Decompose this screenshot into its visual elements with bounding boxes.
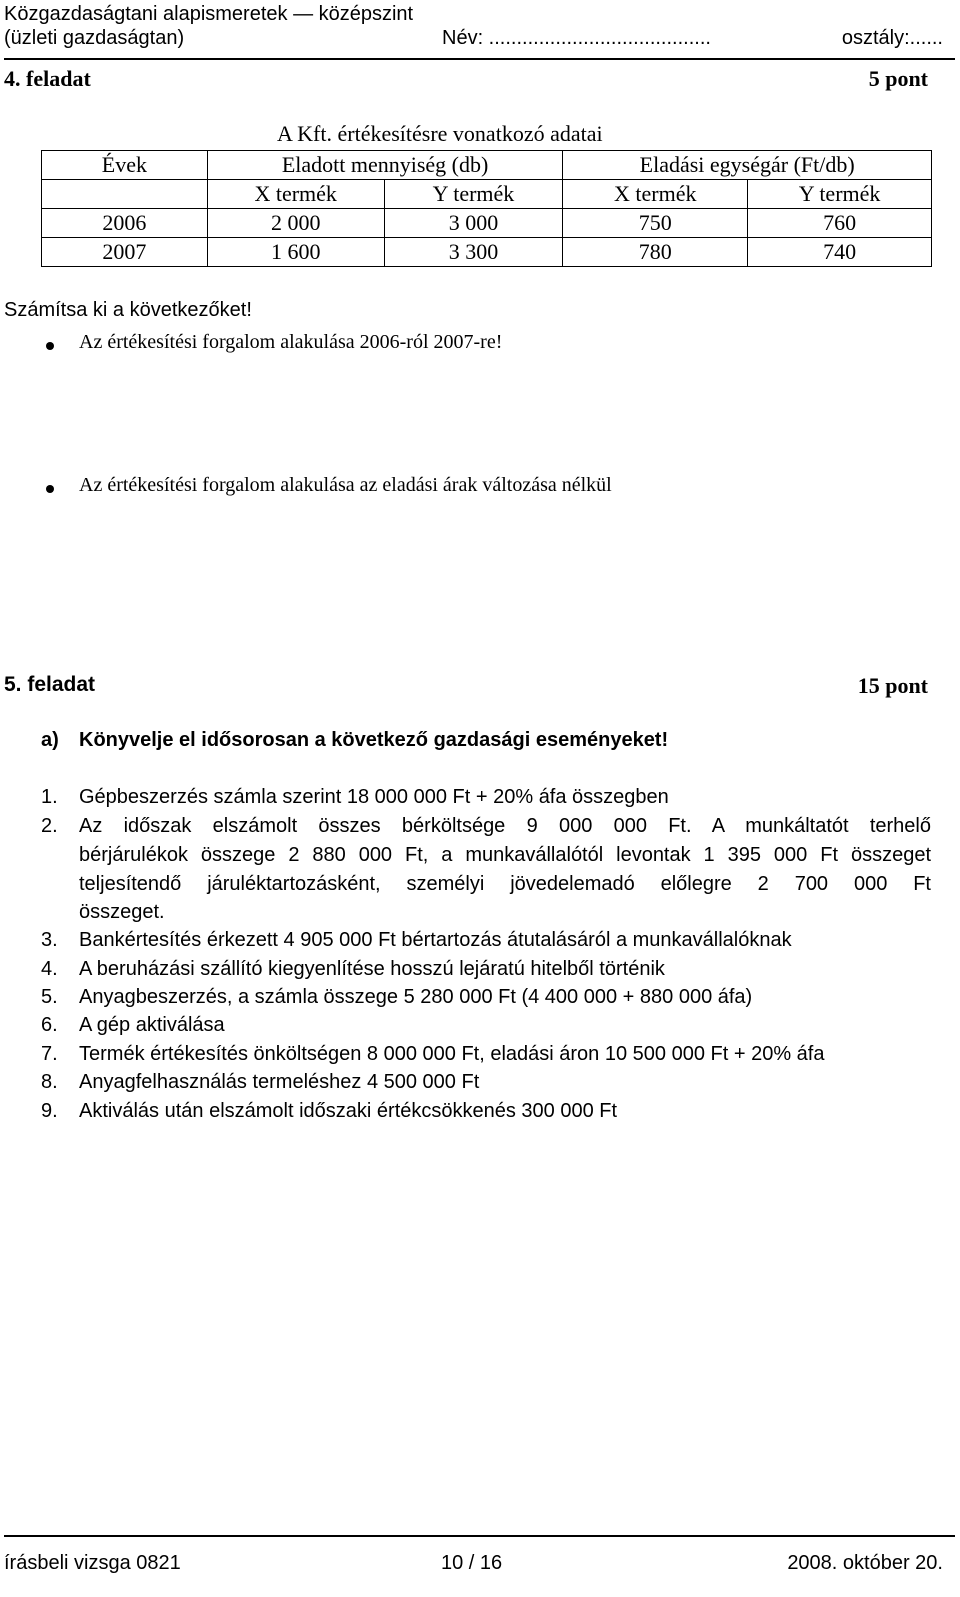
table-cell: 780 [563, 238, 748, 267]
table-cell-empty [42, 180, 208, 209]
item-number: 4. [41, 958, 58, 980]
table-cell: 2 000 [207, 209, 384, 238]
item-number: 3. [41, 929, 58, 951]
header-subject: Közgazdaságtani alapismeretek — középszint [4, 3, 414, 25]
item-number: 6. [41, 1014, 58, 1036]
class-field: osztály:...... [841, 27, 943, 49]
table-cell: 2007 [42, 238, 208, 267]
list-item: Termék értékesítés önköltségen 8 000 000 Ft, eladási áron 10 500 000 Ft + 20% áfa [79, 1043, 825, 1065]
task4-bullet-2: Az értékesítési forgalom alakulása az eladási árak változása nélkül [79, 474, 612, 496]
task4-points: 5 pont [868, 66, 928, 91]
list-item: Bankértesítés érkezett 4 905 000 Ft bértartozás átutalásáról a munkavállalóknak [79, 929, 792, 951]
item-number: 7. [41, 1043, 58, 1065]
list-item-line: teljesítendő járuléktartozásként, személyi jövedelemadó előlegre 2 700 000 Ft [79, 873, 931, 895]
header-subject-detail: (üzleti gazdaságtan) [4, 27, 185, 49]
subtask-label: a) [41, 729, 59, 751]
item-number: 8. [41, 1071, 58, 1093]
table-cell: 2006 [42, 209, 208, 238]
task5-title: 5. feladat [4, 673, 96, 696]
table-cell: 740 [748, 238, 932, 267]
sales-table [41, 150, 932, 267]
list-item: Az időszak elszámolt összes bérköltsége 9 000 000 Ft. A munkáltatót terhelő [79, 815, 931, 837]
list-item: A gép aktiválása [79, 1014, 225, 1036]
table-subheader: X termék [207, 180, 384, 209]
list-item: Aktiválás után elszámolt időszaki értékcsökkenés 300 000 Ft [79, 1100, 618, 1122]
footer-page-number: 10 / 16 [441, 1552, 503, 1574]
bullet-icon [46, 485, 54, 493]
bullet-icon [46, 342, 54, 350]
table-subheader-row [42, 180, 932, 209]
table-header-years: Évek [42, 151, 208, 180]
list-item-line: bérjárulékok összege 2 880 000 Ft, a munkavállalótól levontak 1 395 000 Ft összeget [79, 844, 931, 866]
table-subheader: Y termék [384, 180, 563, 209]
task4-title: 4. feladat [4, 66, 91, 91]
footer-date: 2008. október 20. [787, 1552, 943, 1574]
list-item: Gépbeszerzés számla szerint 18 000 000 Ft + 20% áfa összegben [79, 786, 669, 808]
footer-rule [4, 1535, 955, 1537]
task4-instruction: Számítsa ki a következőket! [4, 299, 252, 321]
item-number: 2. [41, 815, 58, 837]
table-row [42, 238, 932, 267]
list-item-line: összeget. [79, 901, 165, 923]
item-number: 9. [41, 1100, 58, 1122]
task5-points: 15 pont [857, 673, 928, 698]
table-cell: 1 600 [207, 238, 384, 267]
item-number: 1. [41, 786, 58, 808]
table-cell: 3 000 [384, 209, 563, 238]
table-header-row [42, 151, 932, 180]
table-row [42, 209, 932, 238]
item-number: 5. [41, 986, 58, 1008]
table-cell: 760 [748, 209, 932, 238]
subtask-text: Könyvelje el idősorosan a következő gazdasági eseményeket! [79, 729, 669, 751]
table-header-price: Eladási egységár (Ft/db) [563, 151, 932, 180]
header-rule [4, 58, 955, 60]
list-item: A beruházási szállító kiegyenlítése hosszú lejáratú hitelből történik [79, 958, 665, 980]
table-caption: A Kft. értékesítésre vonatkozó adatai [277, 121, 603, 146]
name-field: Név: ........................................ [442, 27, 711, 49]
table-cell: 750 [563, 209, 748, 238]
task4-bullet-1: Az értékesítési forgalom alakulása 2006-ról 2007-re! [79, 331, 503, 353]
table-subheader: Y termék [748, 180, 932, 209]
table-header-qty: Eladott mennyiség (db) [207, 151, 563, 180]
table-cell: 3 300 [384, 238, 563, 267]
list-item: Anyagfelhasználás termeléshez 4 500 000 Ft [79, 1071, 480, 1093]
list-item: Anyagbeszerzés, a számla összege 5 280 000 Ft (4 400 000 + 880 000 áfa) [79, 986, 753, 1008]
table-subheader: X termék [563, 180, 748, 209]
footer-exam-id: írásbeli vizsga 0821 [4, 1552, 181, 1574]
